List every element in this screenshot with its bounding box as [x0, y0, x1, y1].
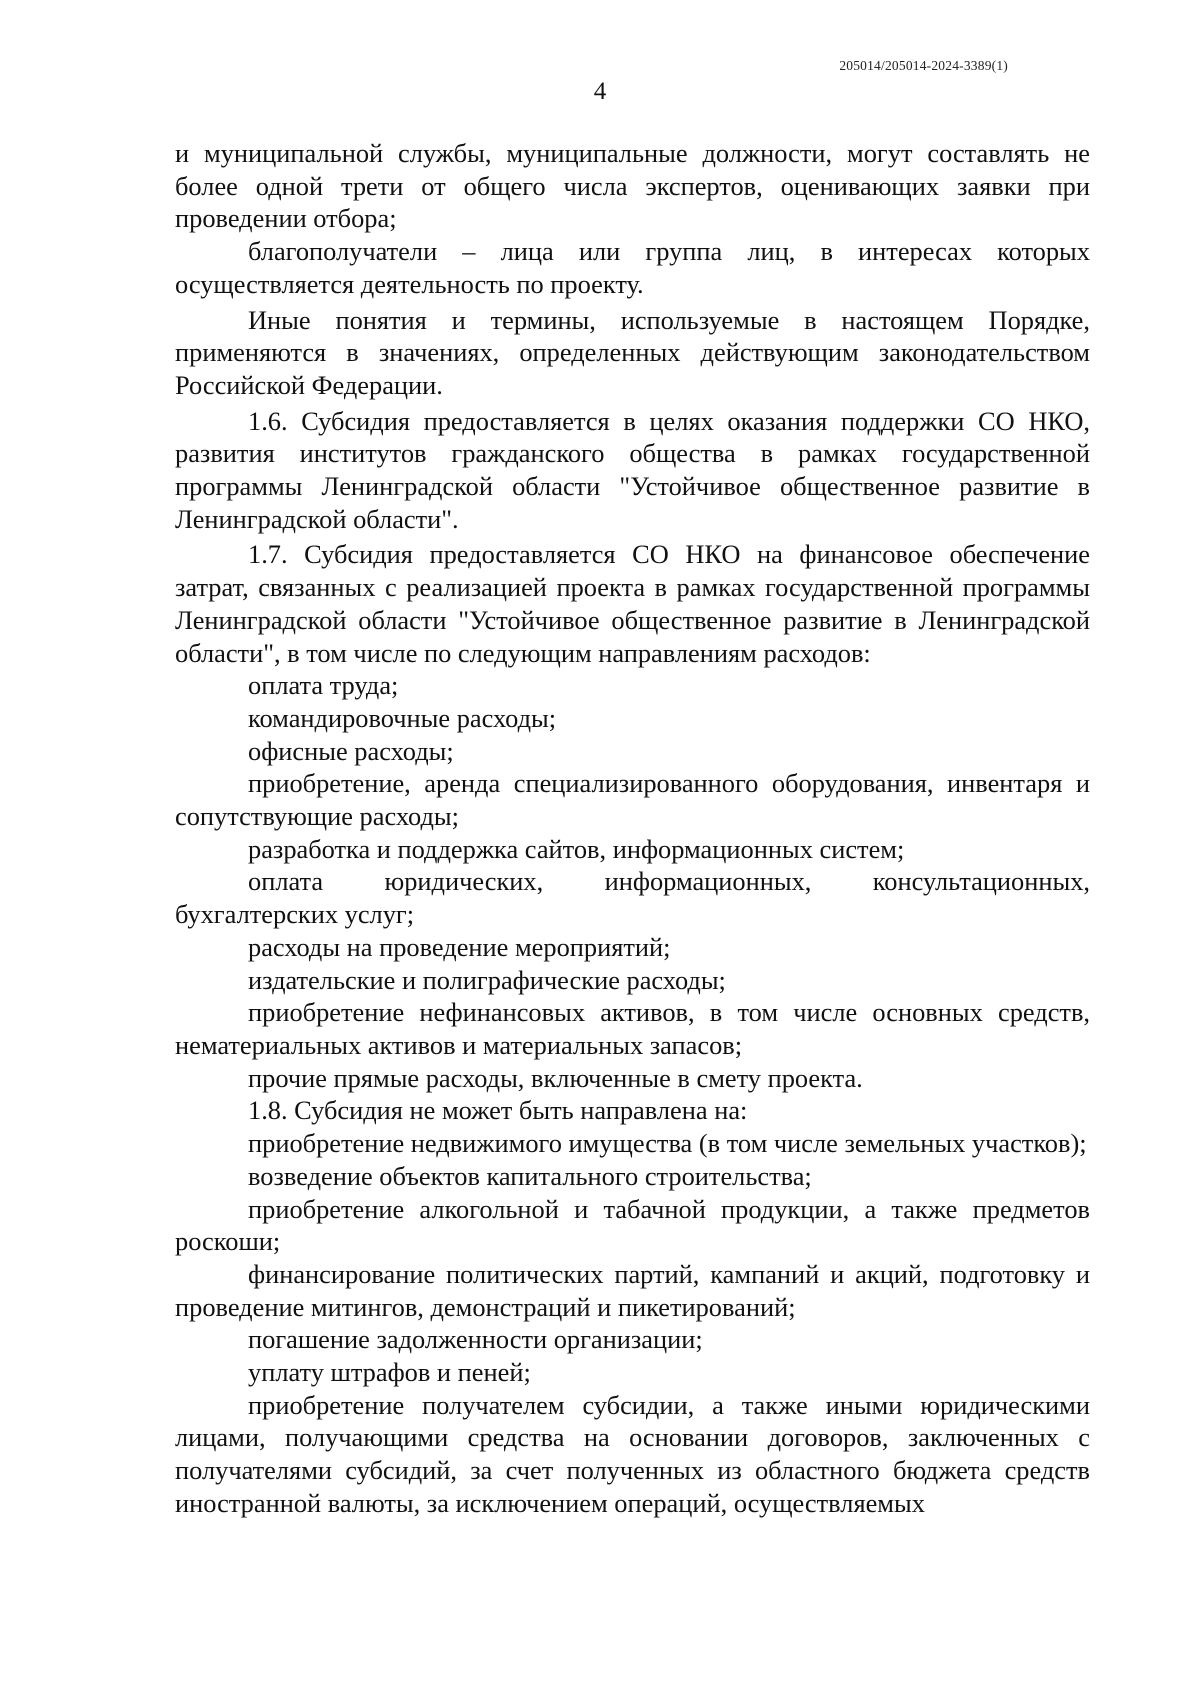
paragraph: офисные расходы;: [248, 735, 454, 766]
paragraph: расходы на проведение мероприятий;: [248, 931, 671, 962]
paragraph: прочие прямые расходы, включенные в смету проекта.: [248, 1062, 863, 1093]
paragraph: уплату штрафов и пеней;: [248, 1357, 531, 1388]
paragraph: командировочные расходы;: [248, 702, 557, 733]
paragraph: оплата юридических, информационных, консультационных, бухгалтерских услуг;: [175, 866, 1090, 930]
document-id: 205014/205014-2024-3389(1): [839, 58, 1008, 73]
paragraph: погашение задолженности организации;: [248, 1324, 703, 1355]
paragraph: 1.8. Субсидия не может быть направлена на:: [248, 1095, 748, 1126]
paragraph: издательские и полиграфические расходы;: [248, 964, 726, 995]
paragraph: возведение объектов капитального строительства;: [248, 1160, 812, 1191]
document-body: [175, 137, 1090, 1520]
paragraph: приобретение алкогольной и табачной продукции, а также предметов роскоши;: [175, 1193, 1090, 1257]
paragraph: 1.6. Субсидия предоставляется в целях оказания поддержки СО НКО, развития институтов гражданского общества в рамках государственной программы Ленинградской области "Устойчивое общественное развитие в Ленинградской области".: [175, 405, 1090, 534]
page-number: 4: [593, 78, 607, 105]
paragraph: приобретение, аренда специализированного оборудования, инвентаря и сопутствующие расходы;: [175, 768, 1090, 832]
paragraph: благополучатели – лица или группа лиц, в интересах которых осуществляется деятельность по проекту.: [175, 236, 1090, 299]
paragraph: приобретение нефинансовых активов, в том числе основных средств, нематериальных активов и материальных запасов;: [175, 997, 1090, 1060]
paragraph: приобретение недвижимого имущества (в том числе земельных участков);: [248, 1128, 1087, 1159]
paragraph: оплата труда;: [248, 670, 399, 701]
paragraph: Иные понятия и термины, используемые в настоящем Порядке, применяются в значениях, определенных действующим законодательством Российской Федерации.: [175, 304, 1090, 400]
paragraph: разработка и поддержка сайтов, информационных систем;: [248, 833, 905, 864]
paragraph: 1.7. Субсидия предоставляется СО НКО на финансовое обеспечение затрат, связанных с реализацией проекта в рамках государственной программы Ленинградской области "Устойчивое общественное развитие в Ленинградской области", в том числе по следующим направлениям расходов:: [175, 539, 1090, 668]
paragraph: приобретение получателем субсидии, а также иными юридическими лицами, получающими средства на основании договоров, заключенных с получателями субсидий, за счет полученных из областного бюджета средств иностранной валюты, за исключением операций, осуществляемых: [175, 1389, 1090, 1518]
paragraph: и муниципальной службы, муниципальные должности, могут составлять не более одной трети от общего числа экспертов, оценивающих заявки при проведении отбора;: [175, 138, 1090, 234]
paragraph: финансирование политических партий, кампаний и акций, подготовку и проведение митингов, демонстраций и пикетирований;: [175, 1258, 1090, 1322]
